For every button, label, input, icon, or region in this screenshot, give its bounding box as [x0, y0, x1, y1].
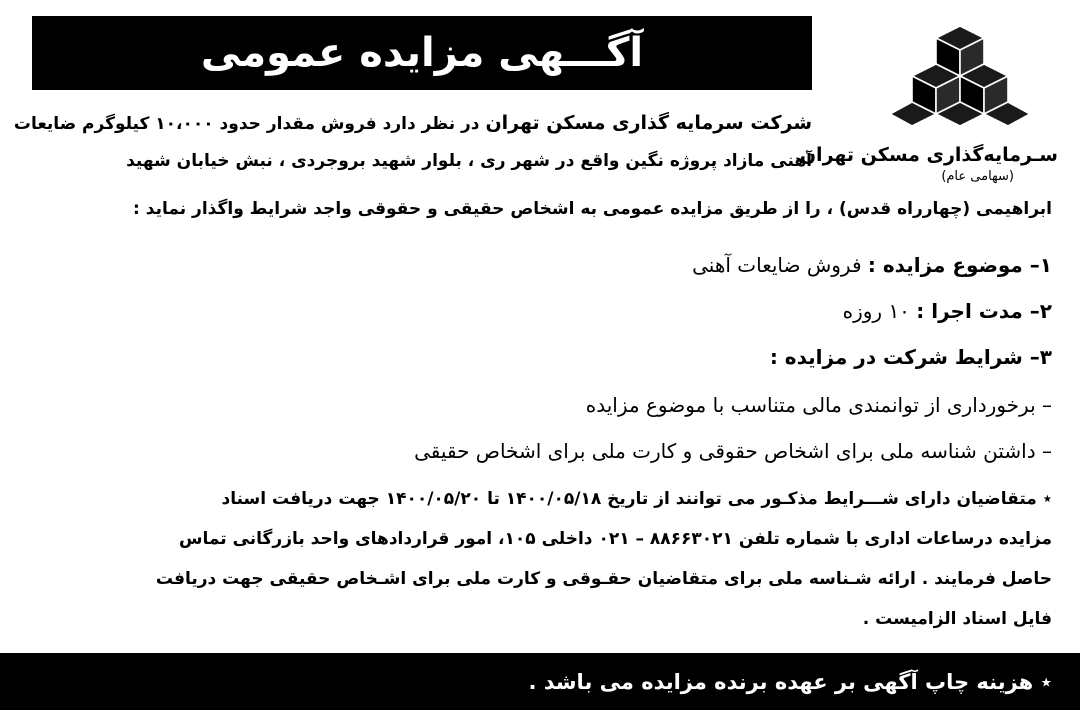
intro-line-2: آهنی مازاد پروژه نگین واقع در شهر ری ، بلوار شهید بروجردی ، نبش خیابان شهید — [126, 151, 812, 171]
intro-line-3: ابراهیمی (چهارراه قدس) ، را از طریق مزایده عمومی به اشخاص حقیقی و حقوقی واجد شرایط واگذار نماید : — [133, 199, 1052, 219]
item-duration-label: ۲– مدت اجرا : — [916, 299, 1052, 323]
item-duration-value: ۱۰ روزه — [842, 299, 917, 323]
company-name: شرکت سرمایه گذاری مسکن تهران — [485, 112, 812, 134]
stacked-cubes-icon — [890, 22, 1030, 134]
item-conditions-label: ۳– شرایط شرکت در مزایده : — [769, 345, 1052, 369]
item-subject-label: ۱– موضوع مزایده : — [867, 253, 1052, 277]
footer-banner — [0, 653, 1080, 710]
item-duration — [843, 294, 1052, 328]
note-line-1: ‏٭ متقاضیان دارای شـــرایط مذکـور می توانند از تاریخ ۱۴۰۰/۰۵/۱۸ تا ۱۴۰۰/۰۵/۲۰ جهت دریافت اسناد — [221, 489, 1052, 509]
logo-company-name: سـرمایه‌گذاری مسکن تهران — [799, 144, 1058, 166]
title-banner — [32, 16, 812, 90]
note-line-3: حاصل فرمایند . ارائه شـناسه ملی برای متقاضیان حقـوقی و کارت ملی برای اشـخاص حقیقی جهت دریافت — [155, 569, 1052, 589]
note-line-2: مزایده درساعات اداری با شماره تلفن ۸۸۶۶۳۰۲۱ – ۰۲۱ داخلی ۱۰۵، امور قراردادهای واحد بازرگانی تماس — [179, 529, 1052, 549]
intro-line-1-text: در نظر دارد فروش مقدار حدود ۱۰،۰۰۰ کیلوگرم ضایعات — [13, 114, 486, 134]
condition-financial: – برخورداری از توانمندی مالی متناسب با موضوع مزایده — [585, 393, 1052, 417]
logo-company-type: (سهامی عام) — [941, 169, 1014, 184]
footer-note: ‏٭ هزینه چاپ آگهی بر عهده برنده مزایده می باشد . — [528, 669, 1052, 694]
note-line-4: فایل اسناد الزامیست . — [862, 609, 1052, 629]
item-subject-value: فروش ضایعات آهنی — [692, 253, 868, 277]
item-subject — [692, 248, 1052, 282]
intro-line-1 — [14, 108, 812, 138]
item-conditions — [770, 340, 1052, 374]
company-logo — [799, 22, 1072, 184]
condition-national-id: – داشتن شناسه ملی برای اشخاص حقوقی و کارت ملی برای اشخاص حقیقی — [414, 439, 1052, 463]
notice-title: آگـــهی مزایده عمومی — [200, 30, 644, 76]
